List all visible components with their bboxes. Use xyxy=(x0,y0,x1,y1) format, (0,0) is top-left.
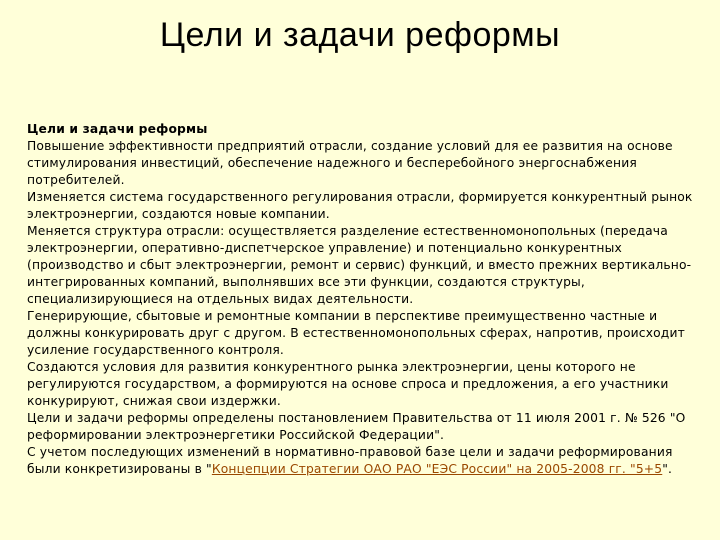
paragraph-7 xyxy=(27,444,697,478)
paragraph-2: Изменяется система государственного регулирования отрасли, формируется конкурентный рынок электроэнергии, создаются новые компании. xyxy=(27,190,693,221)
slide-title: Цели и задачи реформы xyxy=(159,16,561,54)
slide-body xyxy=(27,121,697,478)
strategy-concept-link[interactable]: Концепции Стратегии ОАО РАО "ЕЭС России" на 2005-2008 гг. "5+5 xyxy=(211,462,663,476)
paragraph-7-text: С учетом последующих изменений в нормативно-правовой базе цели и задачи реформирования были конкретизированы в " xyxy=(27,445,673,476)
section-heading: Цели и задачи реформы xyxy=(27,122,208,136)
paragraph-3: Меняется структура отрасли: осуществляется разделение естественномонопольных (передача электроэнергии, оперативно-диспетчерское управление) и потенциально конкурентных (производство и сбыт электроэнергии, ремонт и сервис) функций, и вместо прежних вертикально-интегрированных компаний, выполнявших все эти функции, создаются структуры, специализирующиеся на отдельных видах деятельности. xyxy=(27,224,692,306)
paragraph-1: Повышение эффективности предприятий отрасли, создание условий для ее развития на основе стимулирования инвестиций, обеспечение надежного и бесперебойного энергоснабжения потребителей. xyxy=(27,139,673,187)
paragraph-5: Создаются условия для развития конкурентного рынка электроэнергии, цены которого не регулируются государством, а формируются на основе спроса и предложения, а его участники конкурируют, снижая свои издержки. xyxy=(27,360,669,408)
paragraph-6: Цели и задачи реформы определены постановлением Правительства от 11 июля 2001 г. № 526 "О реформировании электроэнергетики Российской Федерации". xyxy=(27,411,686,442)
paragraph-4: Генерирующие, сбытовые и ремонтные компании в перспективе преимущественно частные и должны конкурировать друг с другом. В естественномонопольных сферах, напротив, происходит усиление государственного контроля. xyxy=(27,309,685,357)
paragraph-7-tail: ". xyxy=(662,462,673,476)
